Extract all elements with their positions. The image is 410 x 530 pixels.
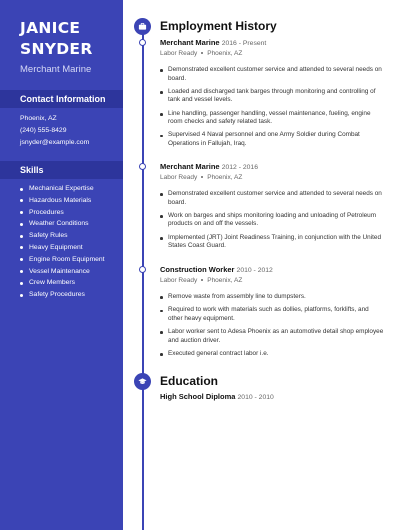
- skill-item: Crew Members: [20, 277, 105, 289]
- contact-location: Phoenix, AZ: [20, 115, 57, 122]
- job-title: Merchant Marine: [160, 162, 220, 171]
- job-company: Labor Ready: [160, 277, 198, 284]
- timeline-dot: [139, 163, 146, 170]
- education-heading: Education: [160, 374, 219, 388]
- graduation-cap-icon: [134, 373, 151, 390]
- skill-item: Procedures: [20, 207, 105, 219]
- timeline-dot: [139, 39, 146, 46]
- skill-item: Safety Procedures: [20, 289, 105, 301]
- job-bullet: Demonstrated excellent customer service and attended to several needs on board.: [160, 66, 385, 83]
- job-dates: 2016 - Present: [221, 40, 267, 47]
- job-bullet: Executed general contract labor i.e.: [160, 350, 385, 359]
- job-bullet: Required to work with materials such as dollies, platforms, forklifts, and other heavy equipment.: [160, 306, 385, 323]
- job-bullet: Demonstrated excellent customer service and attended to several needs on board.: [160, 190, 385, 207]
- job-title: Construction Worker: [160, 265, 235, 274]
- degree-title: High School Diploma: [160, 392, 236, 401]
- contact-heading: Contact Information: [0, 90, 123, 108]
- skill-item: Engine Room Equipment: [20, 254, 105, 266]
- contact-info: [20, 113, 89, 149]
- job-bullets: [160, 66, 385, 149]
- contact-phone: (240) 555-8429: [20, 127, 67, 134]
- job-bullets: [160, 190, 385, 251]
- job-bullet: Work on barges and ships monitoring loading and unloading of Petroleum products on and off the vessels.: [160, 212, 385, 229]
- skill-item: Hazardous Materials: [20, 195, 105, 207]
- job-title: Merchant Marine: [160, 38, 220, 47]
- job-company: Labor Ready: [160, 174, 198, 181]
- job-bullets: [160, 293, 385, 358]
- job-bullet: Supervised 4 Naval personnel and one Army Soldier during Combat Operations in Fallujah, Iraq.: [160, 131, 385, 148]
- job-entry: [160, 162, 385, 255]
- job-bullet: Labor worker sent to Adesa Phoenix as an automotive detail shop employee and auction driver.: [160, 328, 385, 345]
- skill-item: Vessel Maintenance: [20, 266, 105, 278]
- briefcase-icon: [134, 18, 151, 35]
- job-entry: [160, 38, 385, 153]
- job-location: Phoenix, AZ: [207, 174, 243, 181]
- first-name: JANICE: [20, 19, 81, 37]
- candidate-role: Merchant Marine: [20, 64, 92, 75]
- job-bullet: Line handling, passenger handling, vessel maintenance, fueling, engine room checks and safety related task.: [160, 110, 385, 127]
- skill-item: Mechanical Expertise: [20, 183, 105, 195]
- sidebar: [0, 0, 123, 530]
- last-name: SNYDER: [20, 40, 93, 58]
- skill-item: Heavy Equipment: [20, 242, 105, 254]
- job-location: Phoenix, AZ: [207, 277, 243, 284]
- skill-item: Safety Rules: [20, 230, 105, 242]
- job-location: Phoenix, AZ: [207, 50, 243, 57]
- job-bullet: Implemented (JRT) Joint Readiness Training, in conjunction with the United States Coast Guard.: [160, 234, 385, 251]
- contact-email[interactable]: jsnyder@example.com: [20, 139, 90, 146]
- job-bullet: Loaded and discharged tank barges through monitoring and controlling of tank and vessel levels.: [160, 88, 385, 105]
- skill-item: Weather Conditions: [20, 218, 105, 230]
- candidate-name: [20, 18, 93, 60]
- job-company: Labor Ready: [160, 50, 198, 57]
- timeline-dot: [139, 266, 146, 273]
- degree-dates: 2010 - 2010: [237, 394, 274, 401]
- job-bullet: Remove waste from assembly line to dumpsters.: [160, 293, 385, 302]
- education-entry: [160, 392, 385, 403]
- employment-heading: Employment History: [160, 19, 277, 33]
- job-dates: 2012 - 2016: [221, 164, 258, 171]
- job-dates: 2010 - 2012: [236, 267, 273, 274]
- skills-list: [20, 183, 105, 301]
- job-entry: [160, 265, 385, 363]
- skills-heading: Skills: [0, 161, 123, 179]
- timeline-line: [142, 26, 144, 530]
